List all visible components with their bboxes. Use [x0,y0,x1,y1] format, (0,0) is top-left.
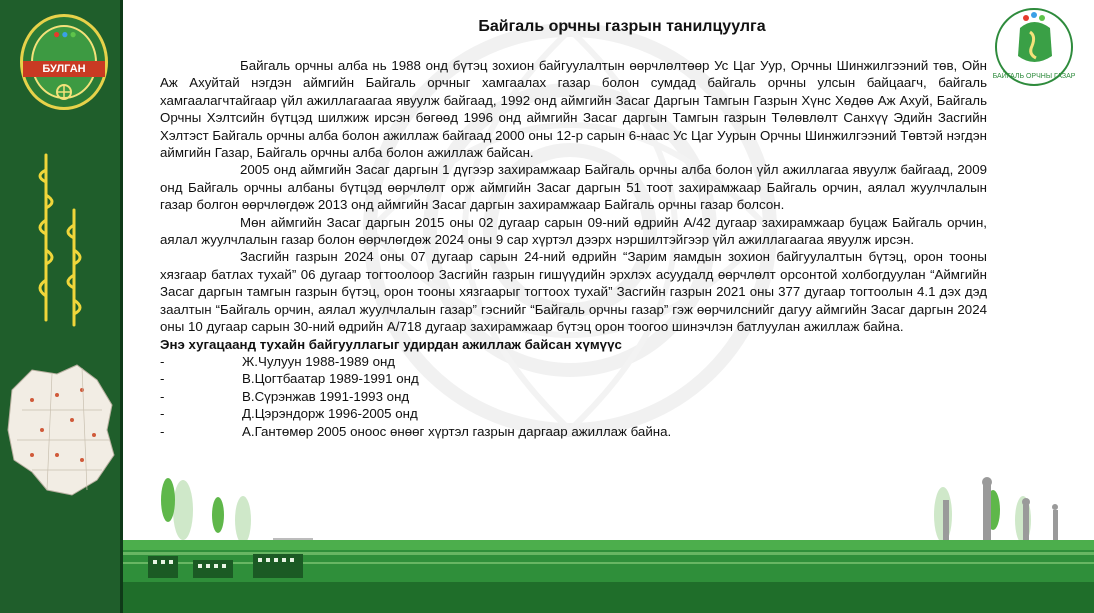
wheel-icon [53,83,75,101]
list-bullet: - [160,423,165,439]
leader-entry: А.Гантөмөр 2005 оноос өнөөг хүртэл газрын даргаар ажиллаж байна. [242,423,672,439]
emblem-label: БУЛГАН [23,61,105,77]
brand-logo-text: БАЙГАЛЬ ОРЧНЫ ГАЗАР [992,73,1076,80]
landscape-illustration [123,470,1094,613]
region-map [2,360,120,500]
list-item [160,353,987,370]
page-title: Байгаль орчны газрын танилцуулга [478,18,766,35]
paragraph: Засгийн газрын 2024 оны 07 дугаар сарын 24-ний өдрийн “Зарим яамдын зохион байгуулалтын бүтэц, орон тооны хязгаар батлах тухай” 06 дугаар тогтоолоор Засгийн газрын гишүүдийн эрхлэх асуудалд өөрчлөлт орсонтой холбогдуулан “Аймгийн Засаг даргын тамгын газрын бүтэц, орон тооны хязгаарыг тогтоох тухай” Засгийн газрын 2021 оны 377 дугаар тогтоолын 4.1 дэх дэд заалтын “Байгаль орчин, аялал жуулчлалын газар” гэснийг “Байгаль орчны газар” гэж өөрчилснийг дагуу аймгийн Засаг даргын 2024 оны 10 дугаар сарын 30-ний өдрийн А/718 дугаар захирамжаар бүтэц орон тоогоо шинэчлэн батлуулан ажиллаж байна. [160,249,987,335]
paragraph: Байгаль орчны алба нь 1988 онд бүтэц зохион байгуулалтын өөрчлөлтөөр Ус Цаг Уур, Орчны Шинжилгээний төв, Ойн Аж Ахуйтай нэгдэн аймгийн Байгаль орчныг хамгаалах газар болон сумдад байгаль орчны улсын байцаагч, байгаль хамгаалагчтайгаар үйл ажиллагаагаа явуулж байгаад, 1992 онд аймгийн Засаг Даргын Тамгын Газрын Хүнс Хөдөө Аж Ахуй, Байгаль Орчны Хэлтсийн бүтцэд шилжиж ирсэн бөгөөд 1996 онд аймгийн Засаг даргын Тамгын газрын Төлөвлөлт Санхүү Эдийн Засгийн Хэлтэст Байгаль орчны алба болон ажиллаж байгаад 2000 оны 12-р сарын 6-наас Ус Цаг Уурын Орчны Шинжилгээний Төвтэй нэгдэн аймгийн Газар, Байгаль орчны алба болон ажиллаж байсан. [160,58,987,161]
list-item [160,405,987,422]
list-item [160,423,987,440]
leader-entry: В.Цогтбаатар 1989-1991 онд [242,371,419,387]
list-item [160,388,987,405]
sidebar [0,0,123,613]
paragraph: Мөн аймгийн Засаг даргын 2015 оны 02 дугаар сарын 09-ний өдрийн А/42 дугаар захирамжаар буцаж Байгаль орчин, аялал жуулчлалын газар болон өөрчлөгдөж 2024 оны 9 сар хүртэл дээрх нэршилтэйгээр үйл ажиллагаагаа явуулж ирсэн. [160,214,987,248]
bulgan-emblem [20,14,108,110]
drops-icon: ●●● [53,27,78,41]
list-bullet: - [160,353,165,369]
paragraph: 2005 онд аймгийн Засаг даргын 1 дүгээр захирамжаар Байгаль орчны алба болон үйл ажиллагаа явуулж байгаад, 2009 онд Байгаль орчны албаны бүтцэд өөрчлөлт орж аймгийн Засаг даргын 51 тоот захирамжаар Байгаль орчин, аялал жуулчлалын газар болгон өөрчлөгдөж 2013 онд аймгийн Засаг даргын захирамжаар Байгаль орчны газар болсон. [160,162,987,213]
leader-entry: Ж.Чулуун 1988-1989 онд [242,353,396,369]
leader-entry: Д.Цэрэндорж 1996-2005 онд [242,406,418,422]
list-bullet: - [160,371,165,387]
leaders-heading: Энэ хугацаанд тухайн байгууллагыг удирдан ажиллаж байсан хүмүүс [160,336,622,352]
list-item [160,370,987,387]
document-body [160,57,987,440]
list-bullet: - [160,388,165,404]
leader-entry: В.Сүрэнжав 1991-1993 онд [242,388,410,404]
mongolian-script-icon [26,150,96,330]
leaders-list [160,353,987,440]
list-bullet: - [160,406,165,422]
